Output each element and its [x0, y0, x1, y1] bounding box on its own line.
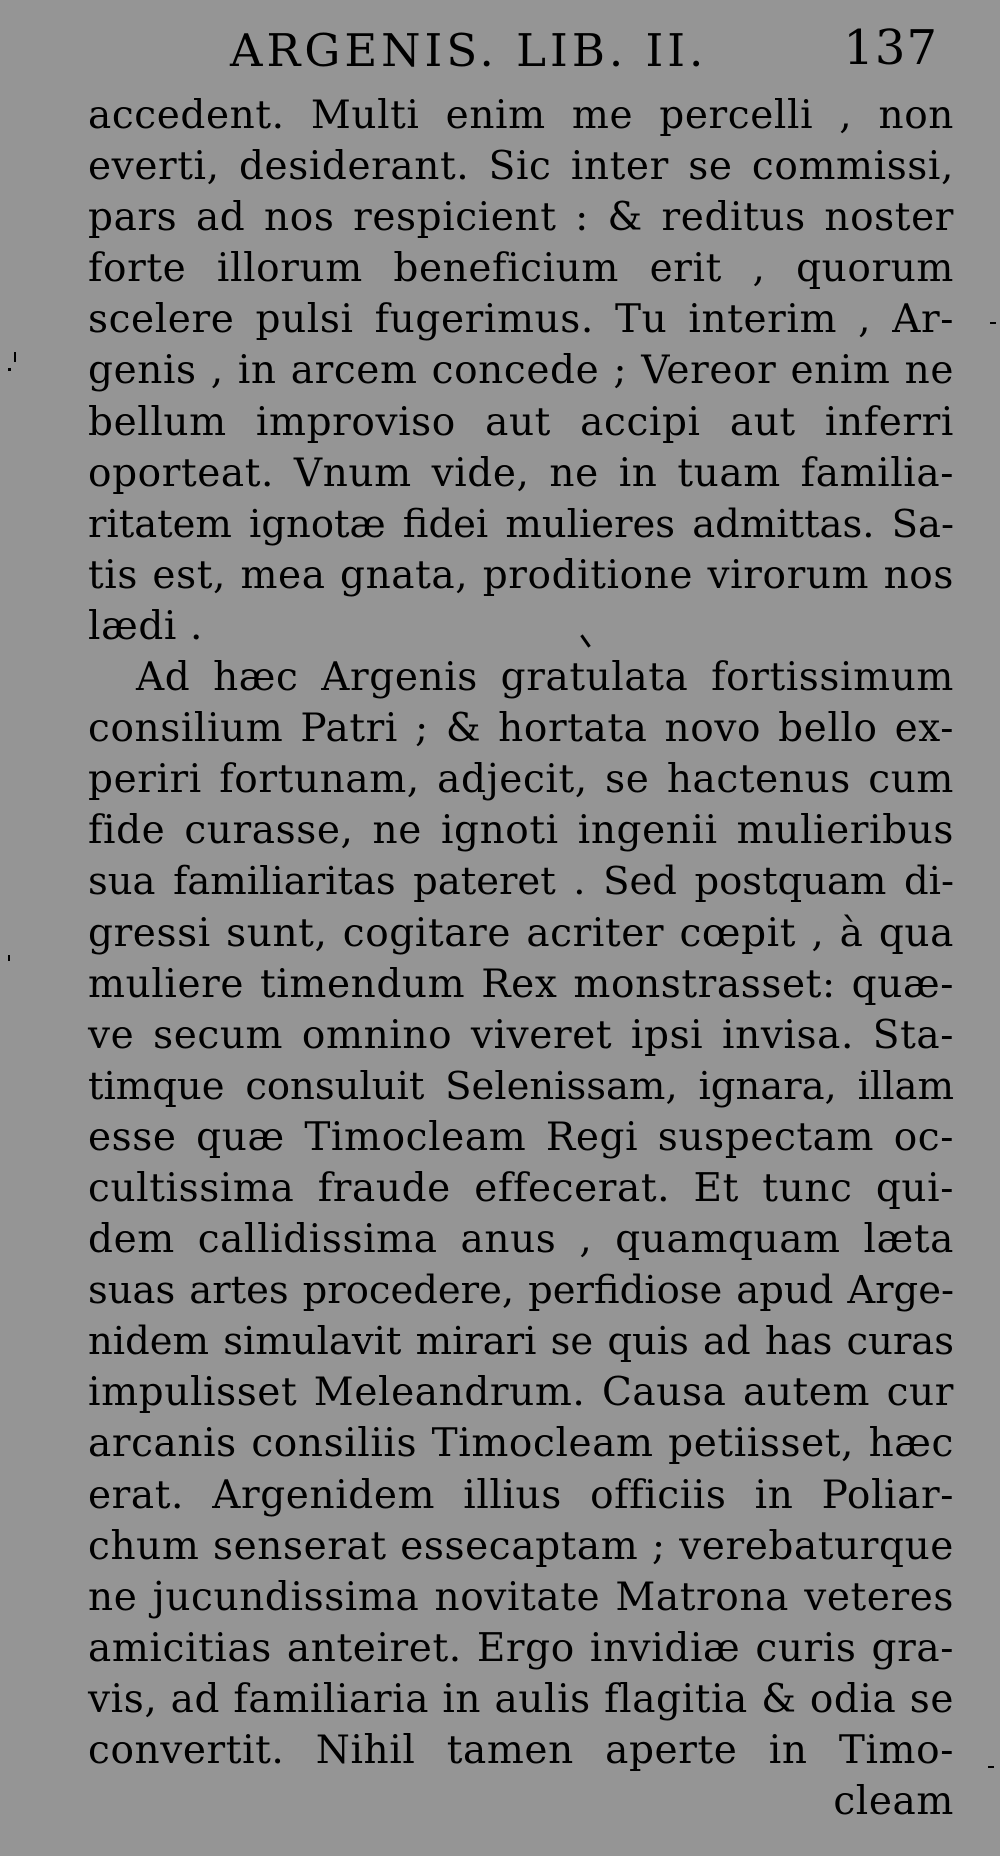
- text-line: everti, desiderant. Sic inter se commissi,: [88, 144, 954, 190]
- text-line: dem callidissima anus , quamquam læta: [88, 1217, 954, 1263]
- running-title: ARGENIS. LIB. II.: [230, 24, 708, 77]
- text-line: impulisset Meleandrum. Causa autem cur: [88, 1370, 954, 1416]
- text-line: ve secum omnino viveret ipsi invisa. Sta-: [88, 1012, 954, 1058]
- paragraph-first-line: Ad hæc Argenis gratulata fortissimum: [136, 655, 954, 701]
- text-line: forte illorum beneficium erit , quorum: [88, 246, 954, 292]
- text-line: convertit. Nihil tamen aperte in Timo-: [88, 1728, 954, 1773]
- print-speck: [988, 1766, 994, 1768]
- text-line: ritatem ignotæ fidei mulieres admittas. Sa-: [88, 501, 954, 547]
- text-line: timque consuluit Selenissam, ignara, illam: [88, 1063, 954, 1109]
- text-line: vis, ad familiaria in aulis flagitia & odia se: [88, 1676, 954, 1722]
- text-line: esse quæ Timocleam Regi suspectam oc-: [88, 1114, 954, 1160]
- print-speck: [14, 352, 16, 362]
- text-line: arcanis consiliis Timocleam petiisset, hæc: [88, 1421, 954, 1467]
- text-line: suas artes procedere, perfidiose apud Arge-: [88, 1268, 954, 1314]
- text-line: scelere pulsi fugerimus. Tu interim , Ar-: [88, 297, 954, 343]
- text-line: lædi .: [88, 603, 203, 649]
- text-line: genis , in arcem concede ; Vereor enim ne: [88, 348, 954, 394]
- text-line: erat. Argenidem illius officiis in Poliar-: [88, 1472, 954, 1518]
- text-line: periri fortunam, adjecit, se hactenus cum: [88, 757, 954, 803]
- text-line: ne jucundissima novitate Matrona veteres: [88, 1574, 954, 1620]
- running-head: [230, 14, 950, 84]
- text-line: chum senserat essecaptam ; verebaturque: [88, 1523, 954, 1569]
- text-line: accedent. Multi enim me percelli , non: [88, 93, 954, 138]
- text-line: fide curasse, ne ignoti ingenii mulieribus: [88, 808, 954, 854]
- text-line: tis est, mea gnata, proditione virorum nos: [88, 552, 954, 598]
- print-speck: [990, 322, 996, 324]
- text-line: amicitias anteiret. Ergo invidiæ curis gra-: [88, 1625, 954, 1671]
- text-line: gressi sunt, cogitare acriter cœpit , à qua: [88, 910, 954, 956]
- text-line: sua familiaritas pateret . Sed postquam di-: [88, 859, 954, 905]
- text-line: oporteat. Vnum vide, ne in tuam familia-: [88, 450, 954, 496]
- text-line: pars ad nos respicient : & reditus noster: [88, 195, 954, 241]
- text-line: nidem simulavit mirari se quis ad has curas: [88, 1319, 954, 1365]
- text-line: consilium Patri ; & hortata novo bello ex-: [88, 706, 954, 752]
- body-text: [88, 90, 954, 1827]
- print-speck: [8, 955, 10, 961]
- text-line: bellum improviso aut accipi aut inferri: [88, 399, 954, 445]
- catchword: cleam: [833, 1779, 954, 1825]
- print-speck: [8, 368, 11, 371]
- page-number: 137: [843, 20, 938, 76]
- text-line: cultissima fraude effecerat. Et tunc qui-: [88, 1165, 954, 1211]
- text-line: muliere timendum Rex monstrasset: quæ-: [88, 961, 954, 1007]
